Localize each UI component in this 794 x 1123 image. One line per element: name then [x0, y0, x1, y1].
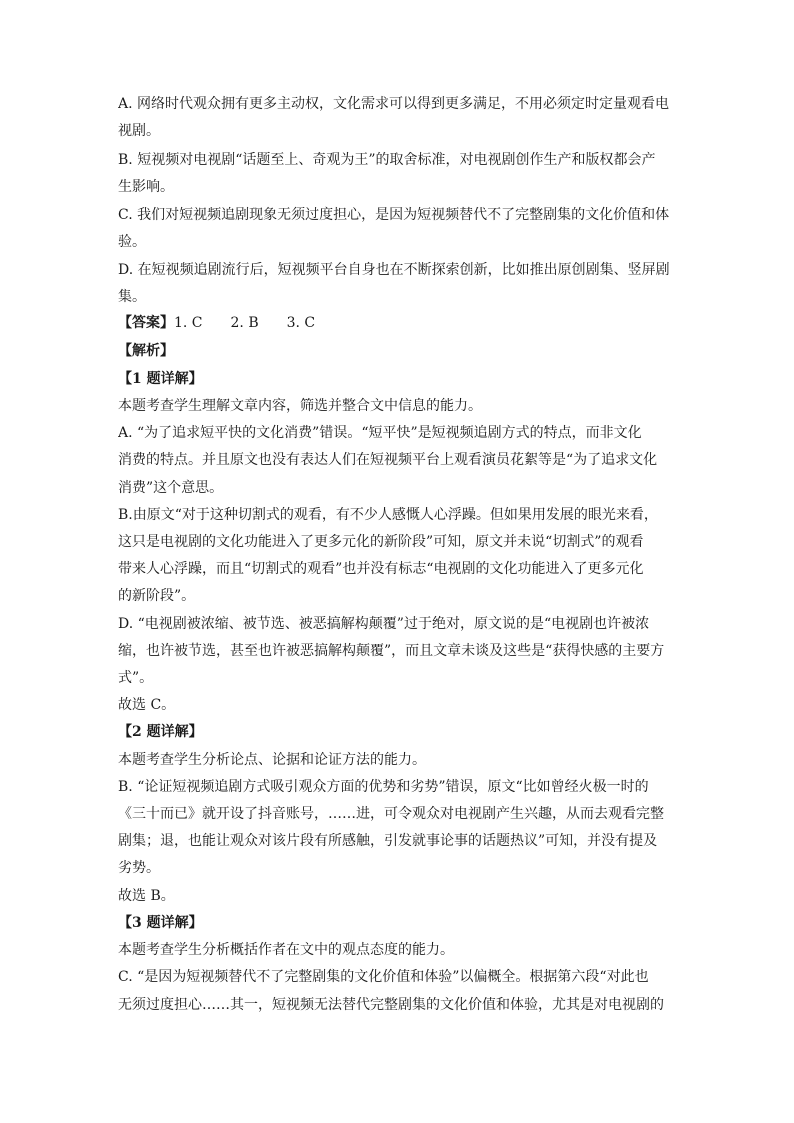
option-b-line-1: B. 短视频对电视剧“话题至上、奇观为王”的取舍标准，对电视剧创作生产和版权都会产: [118, 152, 656, 168]
q1-line: 这只是电视剧的文化功能进入了更多元化的新阶段”可知，原文并未说“切割式”的观看: [118, 534, 644, 550]
answer-line: [118, 314, 678, 332]
analysis-label: 【解析】: [118, 343, 174, 359]
q2-heading: 【2 题详解】: [118, 724, 203, 740]
q3-line: C. “是因为短视频替代不了完整剧集的文化价值和体验”以偏概全。根据第六段“对此也: [118, 969, 649, 985]
q1-line: 缩，也许被节选，甚至也许被恶搞解构颠覆”，而且文章未谈及这些是“获得快感的主要方: [118, 643, 665, 659]
q3-line: 无须过度担心……其一，短视频无法替代完整剧集的文化价值和体验，尤其是对电视剧的: [118, 997, 664, 1013]
option-c-line-1: C. 我们对短视频追剧现象无须过度担心，是因为短视频替代不了完整剧集的文化价值和体: [118, 207, 670, 223]
option-a-line-2: 视剧。: [118, 123, 160, 139]
q2-line: 本题考查学生分析论点、论据和论证方法的能力。: [118, 752, 426, 768]
q1-line: 本题考查学生理解文章内容，筛选并整合文中信息的能力。: [118, 398, 482, 414]
q2-line: 故选 B。: [118, 888, 175, 904]
option-b-line-2: 生影响。: [118, 179, 174, 195]
q2-line: B. “论证短视频追剧方式吸引观众方面的优势和劣势”错误，原文“比如曾经火极一时的: [118, 779, 649, 795]
q2-line: 劣势。: [118, 860, 160, 876]
option-c-line-2: 验。: [118, 234, 146, 250]
option-d-line-2: 集。: [118, 289, 146, 305]
q1-line: D. “电视剧被浓缩、被节选、被恶搞解构颠覆”过于绝对，原文说的是“电视剧也许被浓: [118, 616, 650, 632]
option-d-line-1: D. 在短视频追剧流行后，短视频平台自身也在不断探索创新，比如推出原创剧集、竖屏剧: [118, 262, 670, 278]
q1-line: 故选 C。: [118, 697, 176, 713]
q3-line: 本题考查学生分析概括作者在文中的观点态度的能力。: [118, 942, 454, 958]
q2-line: 《三十而已》就开设了抖音账号，……进，可令观众对电视剧产生兴趣，从而去观看完整: [118, 806, 664, 822]
q1-heading: 【1 题详解】: [118, 371, 203, 387]
answer-label: 【答案】: [118, 315, 174, 331]
q1-line: 消费”这个意思。: [118, 480, 224, 496]
option-a-line-1: A. 网络时代观众拥有更多主动权，文化需求可以得到更多满足，不用必须定时定量观看电: [118, 96, 670, 112]
q3-heading: 【3 题详解】: [118, 915, 203, 931]
q1-line: 的新阶段”。: [118, 588, 196, 604]
q1-line: A. “为了追求短平快的文化消费”错误。“短平快”是短视频追剧方式的特点，而非文化: [118, 425, 642, 441]
q1-line: 带来人心浮躁，而且“切割式的观看”也并没有标志“电视剧的文化功能进入了更多元化: [118, 561, 644, 577]
answer-value: 1. C 2. B 3. C: [174, 315, 316, 331]
q1-line: 消费的特点。并且原文也没有表达人们在短视频平台上观看演员花絮等是“为了追求文化: [118, 452, 658, 468]
q2-line: 剧集；退，也能让观众对该片段有所感触，引发就事论事的话题热议”可知，并没有提及: [118, 833, 658, 849]
q1-line: 式”。: [118, 670, 154, 686]
q1-line: B.由原文“对于这种切割式的观看，有不少人感慨人心浮躁。但如果用发展的眼光来看，: [118, 507, 658, 523]
